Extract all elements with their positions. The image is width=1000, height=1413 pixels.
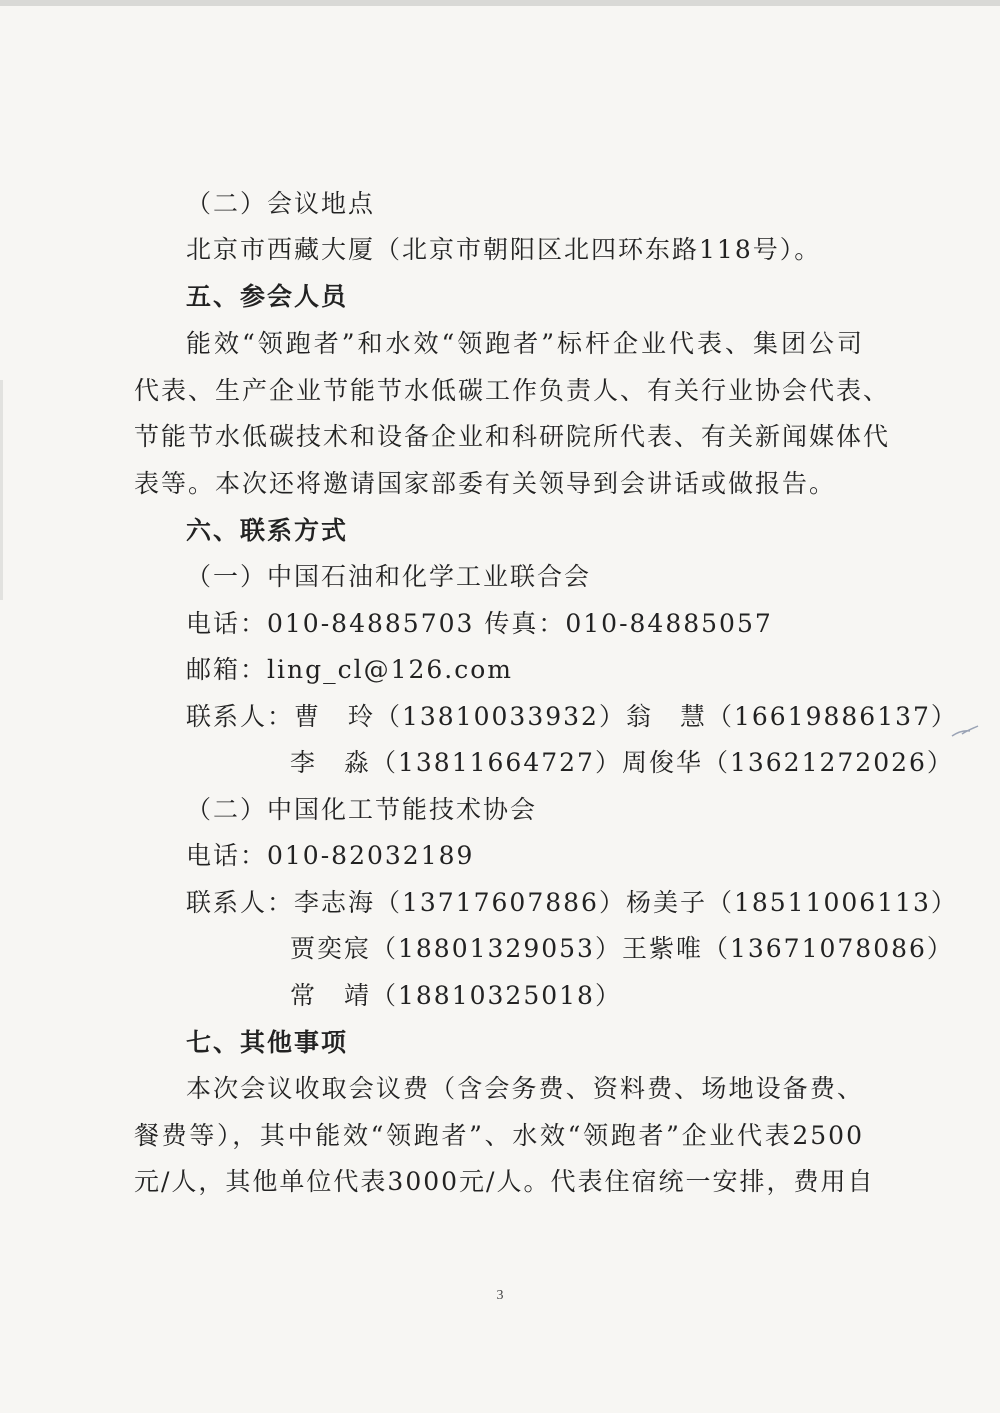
participants-line-1: 能效“领跑者”和水效“领跑者”标杆企业代表、集团公司	[186, 329, 864, 358]
org1-email: 邮箱：ling_cl@126.com	[186, 655, 514, 684]
venue-heading: （二）会议地点	[186, 189, 376, 218]
org2-contacts-2: 贾奕宸（18801329053）王紫唯（13671078086）	[290, 934, 954, 963]
other-line-1: 本次会议收取会议费（含会务费、资料费、场地设备费、	[186, 1074, 864, 1103]
other-line-2: 餐费等），其中能效“领跑者”、水效“领跑者”企业代表2500	[134, 1121, 864, 1150]
org2-phone: 电话：010-82032189	[186, 841, 475, 870]
org2-contacts-3: 常 靖（18810325018）	[290, 981, 622, 1010]
org2-name: （二）中国化工节能技术协会	[186, 795, 538, 824]
org1-contacts-1: 联系人：曹 玲（13810033932）翁 慧（16619886137）	[186, 702, 958, 731]
scan-edge-left	[0, 380, 3, 600]
org1-phone-fax: 电话：010-84885703 传真：010-84885057	[186, 609, 773, 638]
org2-contacts-1: 联系人：李志海（13717607886）杨美子（18511006113）	[186, 888, 958, 917]
other-line-3: 元/人，其他单位代表3000元/人。代表住宿统一安排，费用自	[134, 1167, 875, 1196]
pen-mark-decoration	[950, 722, 980, 742]
contact-heading: 六、联系方式	[186, 516, 349, 545]
participants-heading: 五、参会人员	[186, 282, 349, 311]
page-number: 3	[496, 1288, 504, 1303]
participants-line-2: 代表、生产企业节能节水低碳工作负责人、有关行业协会代表、	[134, 376, 891, 405]
participants-line-4: 表等。本次还将邀请国家部委有关领导到会讲话或做报告。	[134, 469, 837, 498]
org1-name: （一）中国石油和化学工业联合会	[186, 562, 592, 591]
participants-line-3: 节能节水低碳技术和设备企业和科研院所代表、有关新闻媒体代	[134, 422, 891, 451]
venue-address: 北京市西藏大厦（北京市朝阳区北四环东路118号）。	[186, 235, 822, 264]
other-heading: 七、其他事项	[186, 1028, 349, 1057]
org1-contacts-2: 李 淼（13811664727）周俊华（13621272026）	[290, 748, 954, 777]
scan-edge-top	[0, 0, 1000, 6]
